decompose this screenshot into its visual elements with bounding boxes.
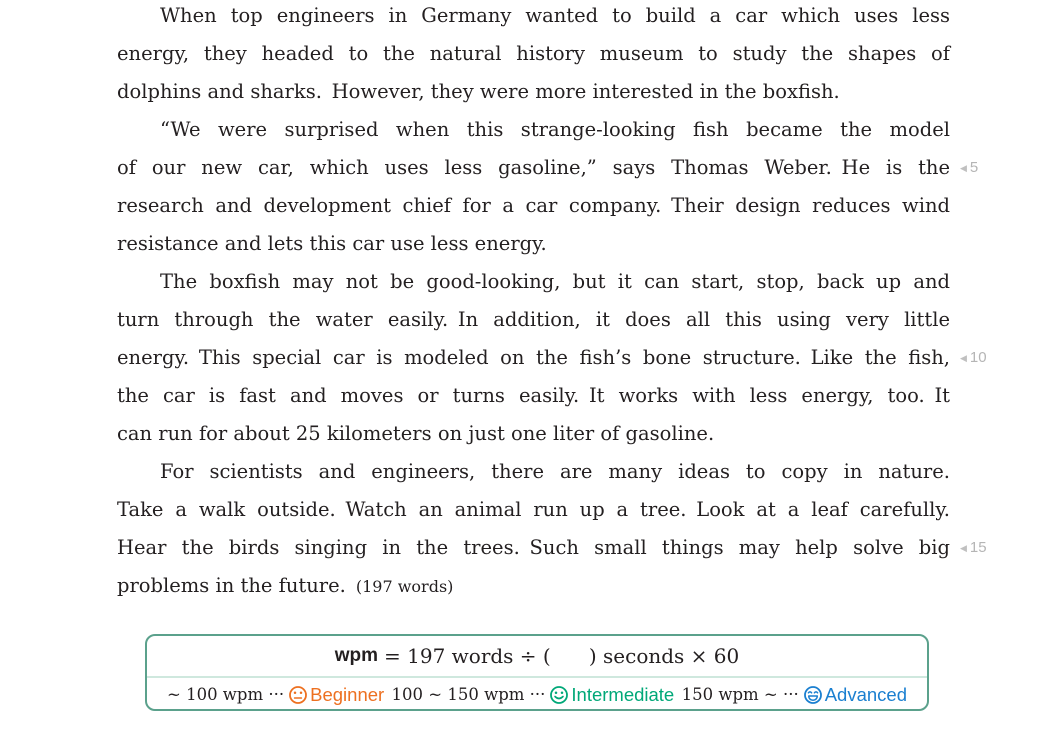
passage-line: “We were surprised when this strange-looking fish became the model bbox=[160, 118, 950, 141]
passage-line bbox=[117, 567, 950, 605]
level-range: ~ 100 wpm ··· bbox=[167, 685, 285, 704]
level-label: Advanced bbox=[824, 683, 907, 705]
word-count: (197 words) bbox=[355, 577, 454, 596]
smile-face-icon bbox=[549, 685, 569, 705]
level-range: 150 wpm ~ ··· bbox=[681, 685, 799, 704]
passage-line: Take a walk outside. Watch an animal run up a tree. Look at a leaf carefully. bbox=[117, 498, 950, 521]
wpm-levels bbox=[147, 678, 927, 711]
passage-line: For scientists and engineers, there are many ideas to copy in nature. bbox=[160, 460, 950, 483]
wpm-term: wpm bbox=[334, 645, 379, 666]
passage-line: resistance and lets this car use less energy. bbox=[117, 232, 547, 255]
left-triangle-icon: ◀ bbox=[960, 353, 967, 363]
left-triangle-icon: ◀ bbox=[960, 543, 967, 553]
level-label: Beginner bbox=[310, 683, 385, 705]
passage-line: energy, they headed to the natural history museum to study the shapes of bbox=[117, 42, 950, 65]
level-intermediate bbox=[392, 684, 675, 706]
grin-face-icon bbox=[803, 685, 823, 705]
wpm-formula bbox=[147, 636, 927, 678]
level-advanced bbox=[682, 684, 907, 706]
passage-line: The boxfish may not be good-looking, but it can start, stop, back up and bbox=[160, 270, 950, 293]
line-number-label: 5 bbox=[969, 159, 979, 176]
line-number-marker bbox=[960, 149, 978, 187]
reading-passage bbox=[117, 0, 950, 605]
passage-line: energy. This special car is modeled on the fish’s bone structure. Like the fish, bbox=[117, 346, 950, 369]
passage-line: the car is fast and moves or turns easily. It works with less energy, too. It bbox=[117, 384, 950, 407]
wpm-expression: = 197 words ÷ ( ) seconds × 60 bbox=[384, 644, 740, 668]
passage-line: of our new car, which uses less gasoline,” says Thomas Weber. He is the bbox=[117, 156, 950, 179]
passage-line: can run for about 25 kilometers on just one liter of gasoline. bbox=[117, 422, 715, 445]
level-beginner bbox=[167, 684, 384, 706]
line-number-label: 15 bbox=[969, 539, 987, 556]
line-number-label: 10 bbox=[969, 349, 987, 366]
line-number-marker bbox=[960, 529, 987, 567]
passage-line: turn through the water easily. In addition, it does all this using very little bbox=[117, 308, 950, 331]
passage-line: When top engineers in Germany wanted to build a car which uses less bbox=[160, 4, 950, 27]
line-number-marker bbox=[960, 339, 987, 377]
neutral-face-icon bbox=[288, 685, 308, 705]
passage-line-text: problems in the future. bbox=[117, 574, 346, 597]
level-range: 100 ~ 150 wpm ··· bbox=[391, 685, 546, 704]
passage-line: dolphins and sharks. However, they were more interested in the boxfish. bbox=[117, 80, 840, 103]
passage-line: research and development chief for a car company. Their design reduces wind bbox=[117, 194, 950, 217]
passage-line: Hear the birds singing in the trees. Such small things may help solve big bbox=[117, 536, 950, 559]
wpm-formula-box bbox=[145, 634, 929, 711]
left-triangle-icon: ◀ bbox=[960, 163, 967, 173]
level-label: Intermediate bbox=[571, 683, 675, 705]
